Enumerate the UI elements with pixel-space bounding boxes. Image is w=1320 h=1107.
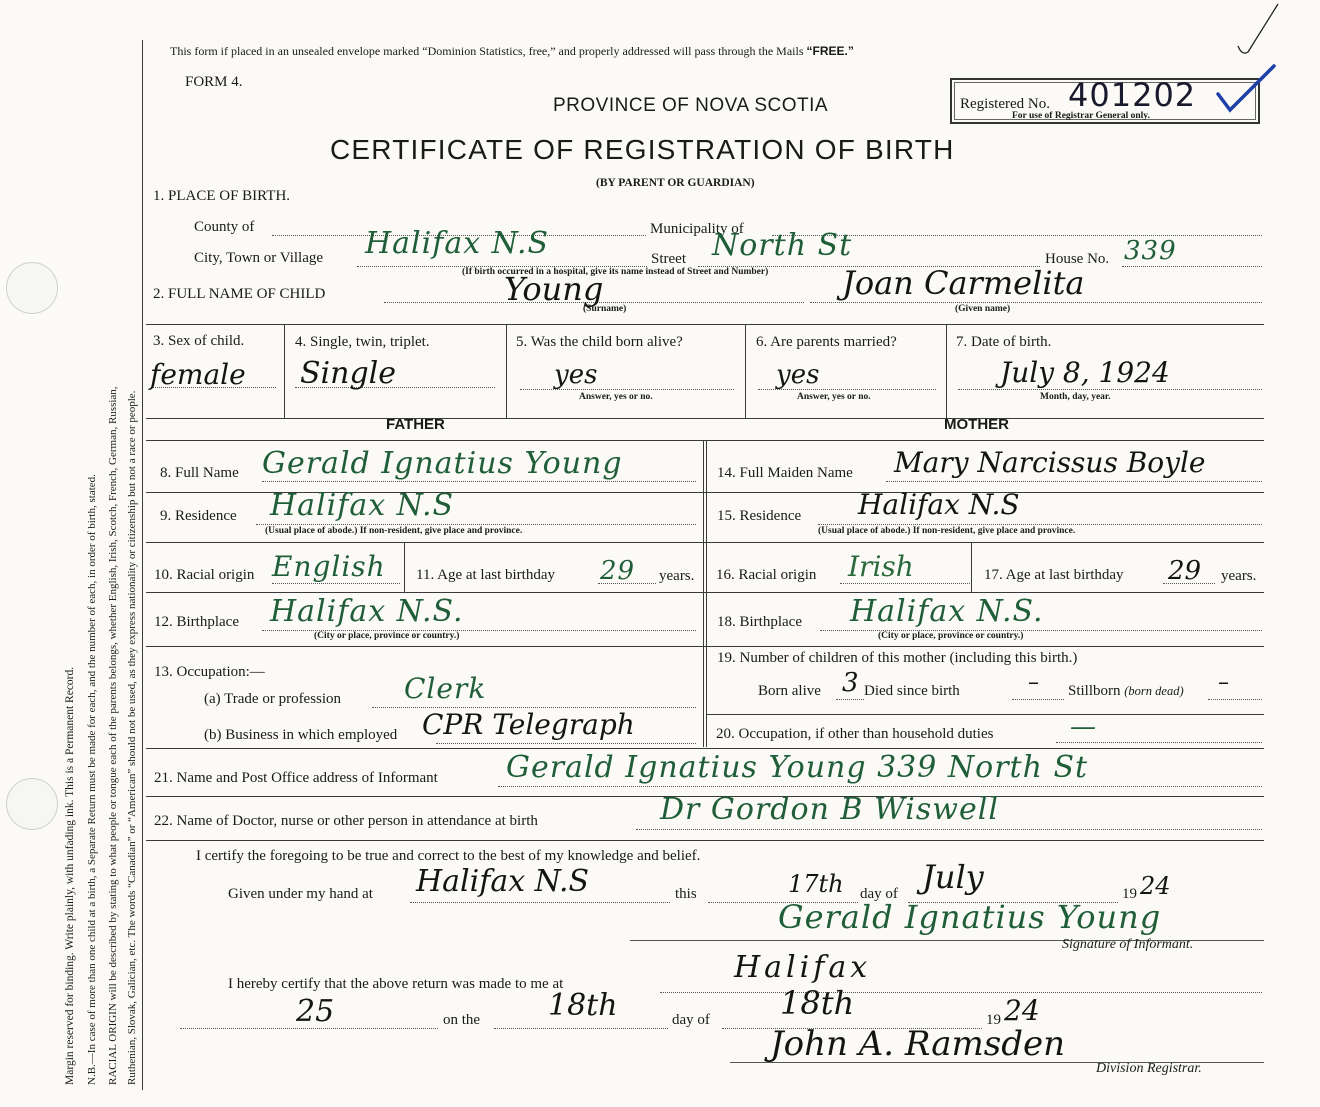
mail-notice-text: This form if placed in an unsealed envelope marked “Dominion Statistics, free,” and properly addressed will pass through the Mails	[170, 44, 804, 58]
born-alive-label: 5. Was the child born alive?	[516, 334, 683, 350]
margin-note-racial-origin: RACIAL ORIGIN will be described by stating to what people or tongue each of the parents belongs, whether English, Irish, Scotch, French, German, Russian,	[107, 386, 119, 1085]
father-heading: FATHER	[386, 416, 445, 433]
stillborn-label-group	[1068, 683, 1184, 700]
certify-day-value: 17th	[788, 870, 844, 898]
registrar-signature: John A. Ramsden	[770, 1024, 1065, 1064]
informant-signature-caption: Signature of Informant.	[1062, 937, 1194, 952]
place-of-birth-heading: 1. PLACE OF BIRTH.	[153, 188, 291, 204]
stillborn-note: (born dead)	[1124, 684, 1184, 698]
sex-value: female	[150, 358, 246, 391]
certify-year-prefix: 19	[1122, 886, 1137, 902]
registrar-code-value: 25	[296, 994, 335, 1029]
mail-notice-free: “FREE.”	[806, 44, 854, 58]
rule-after-parents	[146, 748, 1264, 749]
sex-label: 3. Sex of child.	[153, 333, 245, 349]
died-since-birth-label: Died since birth	[864, 683, 960, 699]
mother-name-label: 14. Full Maiden Name	[717, 465, 853, 481]
certify-day-of-label: day of	[860, 886, 898, 902]
given-name-caption: (Given name)	[955, 304, 1011, 314]
pencil-check-icon	[1236, 2, 1286, 60]
father-name-value: Gerald Ignatius Young	[262, 446, 623, 481]
father-birthplace-value: Halifax N.S.	[270, 594, 464, 629]
mother-birthplace-value: Halifax N.S.	[850, 594, 1044, 629]
doctor-value: Dr Gordon B Wiswell	[660, 792, 999, 827]
registrar-day-of-label: day of	[672, 1012, 710, 1028]
margin-rule	[142, 40, 143, 1090]
province-heading: PROVINCE OF NOVA SCOTIA	[553, 95, 829, 116]
registrar-year-value: 24	[1004, 994, 1040, 1027]
father-name-line	[262, 481, 696, 482]
rule-after-residence	[146, 542, 1264, 543]
mother-heading: MOTHER	[944, 416, 1009, 433]
given-under-hand-label: Given under my hand at	[228, 886, 373, 902]
informant-value: Gerald Ignatius Young 339 North St	[506, 750, 1089, 785]
punch-hole-bottom	[6, 778, 58, 830]
rule-after-birthplace	[146, 646, 1264, 647]
certify-statement: I certify the foregoing to be true and correct to the best of my knowledge and belief.	[196, 848, 701, 864]
registrar-statement: I hereby certify that the above return was made to me at	[228, 976, 564, 992]
business-label: (b) Business in which employed	[204, 727, 398, 743]
parents-married-value: yes	[776, 360, 820, 390]
informant-line	[498, 786, 1262, 787]
mother-racial-label: 16. Racial origin	[716, 567, 817, 583]
mother-birthplace-caption: (City or place, province or country.)	[878, 631, 1024, 641]
parents-married-caption: Answer, yes or no.	[797, 392, 871, 402]
born-alive-caption: Answer, yes or no.	[579, 392, 653, 402]
father-name-label: 8. Full Name	[160, 465, 239, 481]
municipality-label: Municipality of	[650, 221, 744, 237]
city-value: Halifax N.S	[365, 226, 550, 261]
date-of-birth-value: July 8, 1924	[1000, 356, 1170, 389]
house-no-label: House No.	[1045, 251, 1110, 267]
died-since-birth-value: –	[1028, 670, 1039, 695]
father-age-label: 11. Age at last birthday	[416, 567, 555, 583]
died-since-birth-line	[1012, 699, 1064, 700]
father-racial-label: 10. Racial origin	[154, 567, 255, 583]
this-label: this	[675, 886, 697, 902]
mother-name-line	[886, 481, 1262, 482]
registrar-year-prefix: 19	[986, 1012, 1001, 1028]
informant-label: 21. Name and Post Office address of Informant	[154, 770, 438, 786]
certify-month-value: July	[922, 858, 984, 896]
father-occupation-label: 13. Occupation:—	[154, 664, 265, 680]
father-birthplace-caption: (City or place, province or country.)	[314, 631, 460, 641]
registrar-place-line	[660, 992, 1262, 993]
given-place-line	[410, 902, 670, 903]
father-age-value: 29	[600, 556, 636, 586]
mother-age-unit: years.	[1221, 568, 1257, 584]
county-label: County of	[194, 219, 255, 235]
doctor-line	[636, 829, 1262, 830]
father-residence-line	[256, 524, 696, 525]
parents-married-label: 6. Are parents married?	[756, 334, 897, 350]
born-alive-count-line	[836, 699, 864, 700]
child-given-name: Joan Carmelita	[842, 264, 1085, 302]
hospital-note: (If birth occurred in a hospital, give its name instead of Street and Number)	[462, 267, 769, 277]
born-alive-line	[520, 389, 734, 390]
registrar-day-line	[494, 1028, 668, 1029]
mother-age-value: 29	[1168, 556, 1202, 586]
rule-after-doctor	[146, 840, 1264, 841]
registered-no-label: Registered No.	[960, 96, 1050, 112]
date-of-birth-line	[958, 389, 1262, 390]
mother-name-value: Mary Narcissus Boyle	[894, 446, 1206, 479]
business-line	[436, 743, 696, 744]
check-mark-icon	[1214, 60, 1278, 116]
informant-signature: Gerald Ignatius Young	[778, 898, 1162, 936]
mother-residence-label: 15. Residence	[717, 508, 802, 524]
mother-racial-value: Irish	[848, 550, 914, 583]
father-age-unit: years.	[659, 568, 695, 584]
plurality-value: Single	[300, 356, 397, 391]
registrar-place-value: Halifax	[734, 950, 872, 985]
on-the-label: on the	[443, 1012, 481, 1028]
mother-occupation-label: 20. Occupation, if other than household duties	[716, 726, 994, 742]
born-alive-count-label: Born alive	[758, 683, 821, 699]
mail-notice	[170, 44, 854, 59]
child-name-label: 2. FULL NAME OF CHILD	[153, 286, 326, 302]
house-no-value: 339	[1124, 236, 1177, 266]
margin-note-binding: Margin reserved for binding. Write plainly, with unfading ink. This is a Permanent Record.	[64, 666, 76, 1085]
registrar-signature-caption: Division Registrar.	[1096, 1061, 1202, 1076]
father-racial-divider	[404, 542, 405, 592]
trade-label: (a) Trade or profession	[204, 691, 342, 707]
father-racial-line	[272, 583, 400, 584]
stillborn-label: Stillborn	[1068, 683, 1121, 699]
row3-divider-1	[284, 324, 285, 418]
rule-after-racial	[146, 592, 1264, 593]
rule-top-row3	[146, 324, 1264, 325]
date-of-birth-label: 7. Date of birth.	[956, 334, 1052, 350]
father-residence-value: Halifax N.S	[270, 488, 455, 523]
born-alive-value: yes	[554, 360, 598, 390]
certificate-title: CERTIFICATE OF REGISTRATION OF BIRTH	[330, 134, 955, 165]
business-value: CPR Telegraph	[422, 708, 635, 741]
punch-hole-top	[6, 262, 58, 314]
doctor-label: 22. Name of Doctor, nurse or other person in attendance at birth	[154, 813, 538, 829]
registered-no-value: 401202	[1068, 76, 1197, 114]
child-surname: Young	[504, 270, 604, 308]
date-of-birth-caption: Month, day, year.	[1040, 392, 1111, 402]
street-value: North St	[712, 228, 853, 263]
form-number: FORM 4.	[185, 74, 243, 90]
father-residence-label: 9. Residence	[160, 508, 237, 524]
mother-racial-line	[840, 583, 970, 584]
margin-note-nb: N.B.—In case of more than one child at a birth, a Separate Return must be made for each, and the number of each, in order of birth, stated.	[86, 474, 98, 1085]
plurality-label: 4. Single, twin, triplet.	[295, 334, 430, 350]
registrar-general-note: For use of Registrar General only.	[1012, 111, 1150, 121]
given-place-value: Halifax N.S	[416, 864, 590, 899]
mother-residence-value: Halifax N.S	[858, 488, 1020, 521]
street-label: Street	[651, 251, 686, 267]
mother-residence-line	[818, 524, 1262, 525]
surname-caption: (Surname)	[583, 304, 627, 314]
row3-divider-4	[946, 324, 947, 418]
certificate-subtitle: (BY PARENT OR GUARDIAN)	[596, 177, 755, 189]
row3-divider-3	[745, 324, 746, 418]
rule-bottom-row3	[146, 418, 1264, 419]
stillborn-value: –	[1218, 670, 1229, 695]
mother-occupation-line	[1056, 742, 1262, 743]
city-label: City, Town or Village	[194, 250, 324, 266]
father-birthplace-label: 12. Birthplace	[154, 614, 239, 630]
registrar-month-value: 18th	[780, 984, 855, 1022]
mother-birthplace-label: 18. Birthplace	[717, 614, 802, 630]
margin-note-ruthenian: Ruthenian, Slovak, Galician, etc. The words “Canadian” or “American” should not be used, as they express nationality or citizenship but not a race or people.	[126, 390, 138, 1085]
parents-center-divider	[703, 440, 707, 747]
father-residence-caption: (Usual place of abode.) If non-resident, give place and province.	[265, 526, 523, 536]
house-no-line	[1122, 266, 1262, 267]
children-count-label: 19. Number of children of this mother (including this birth.)	[717, 650, 1078, 666]
mother-age-label: 17. Age at last birthday	[984, 567, 1124, 583]
stillborn-line	[1208, 699, 1262, 700]
mother-residence-caption: (Usual place of abode.) If non-resident, give place and province.	[818, 526, 1076, 536]
rule-before-occupation-20	[706, 714, 1264, 715]
mother-racial-divider	[971, 542, 972, 592]
certify-year-value: 24	[1140, 872, 1171, 900]
born-alive-count-value: 3	[842, 668, 859, 698]
registrar-day-value: 18th	[548, 988, 618, 1023]
row3-divider-2	[506, 324, 507, 418]
given-name-line	[810, 302, 1262, 303]
father-racial-value: English	[272, 550, 386, 583]
mother-occupation-value: —	[1070, 712, 1097, 742]
trade-value: Clerk	[404, 672, 487, 705]
